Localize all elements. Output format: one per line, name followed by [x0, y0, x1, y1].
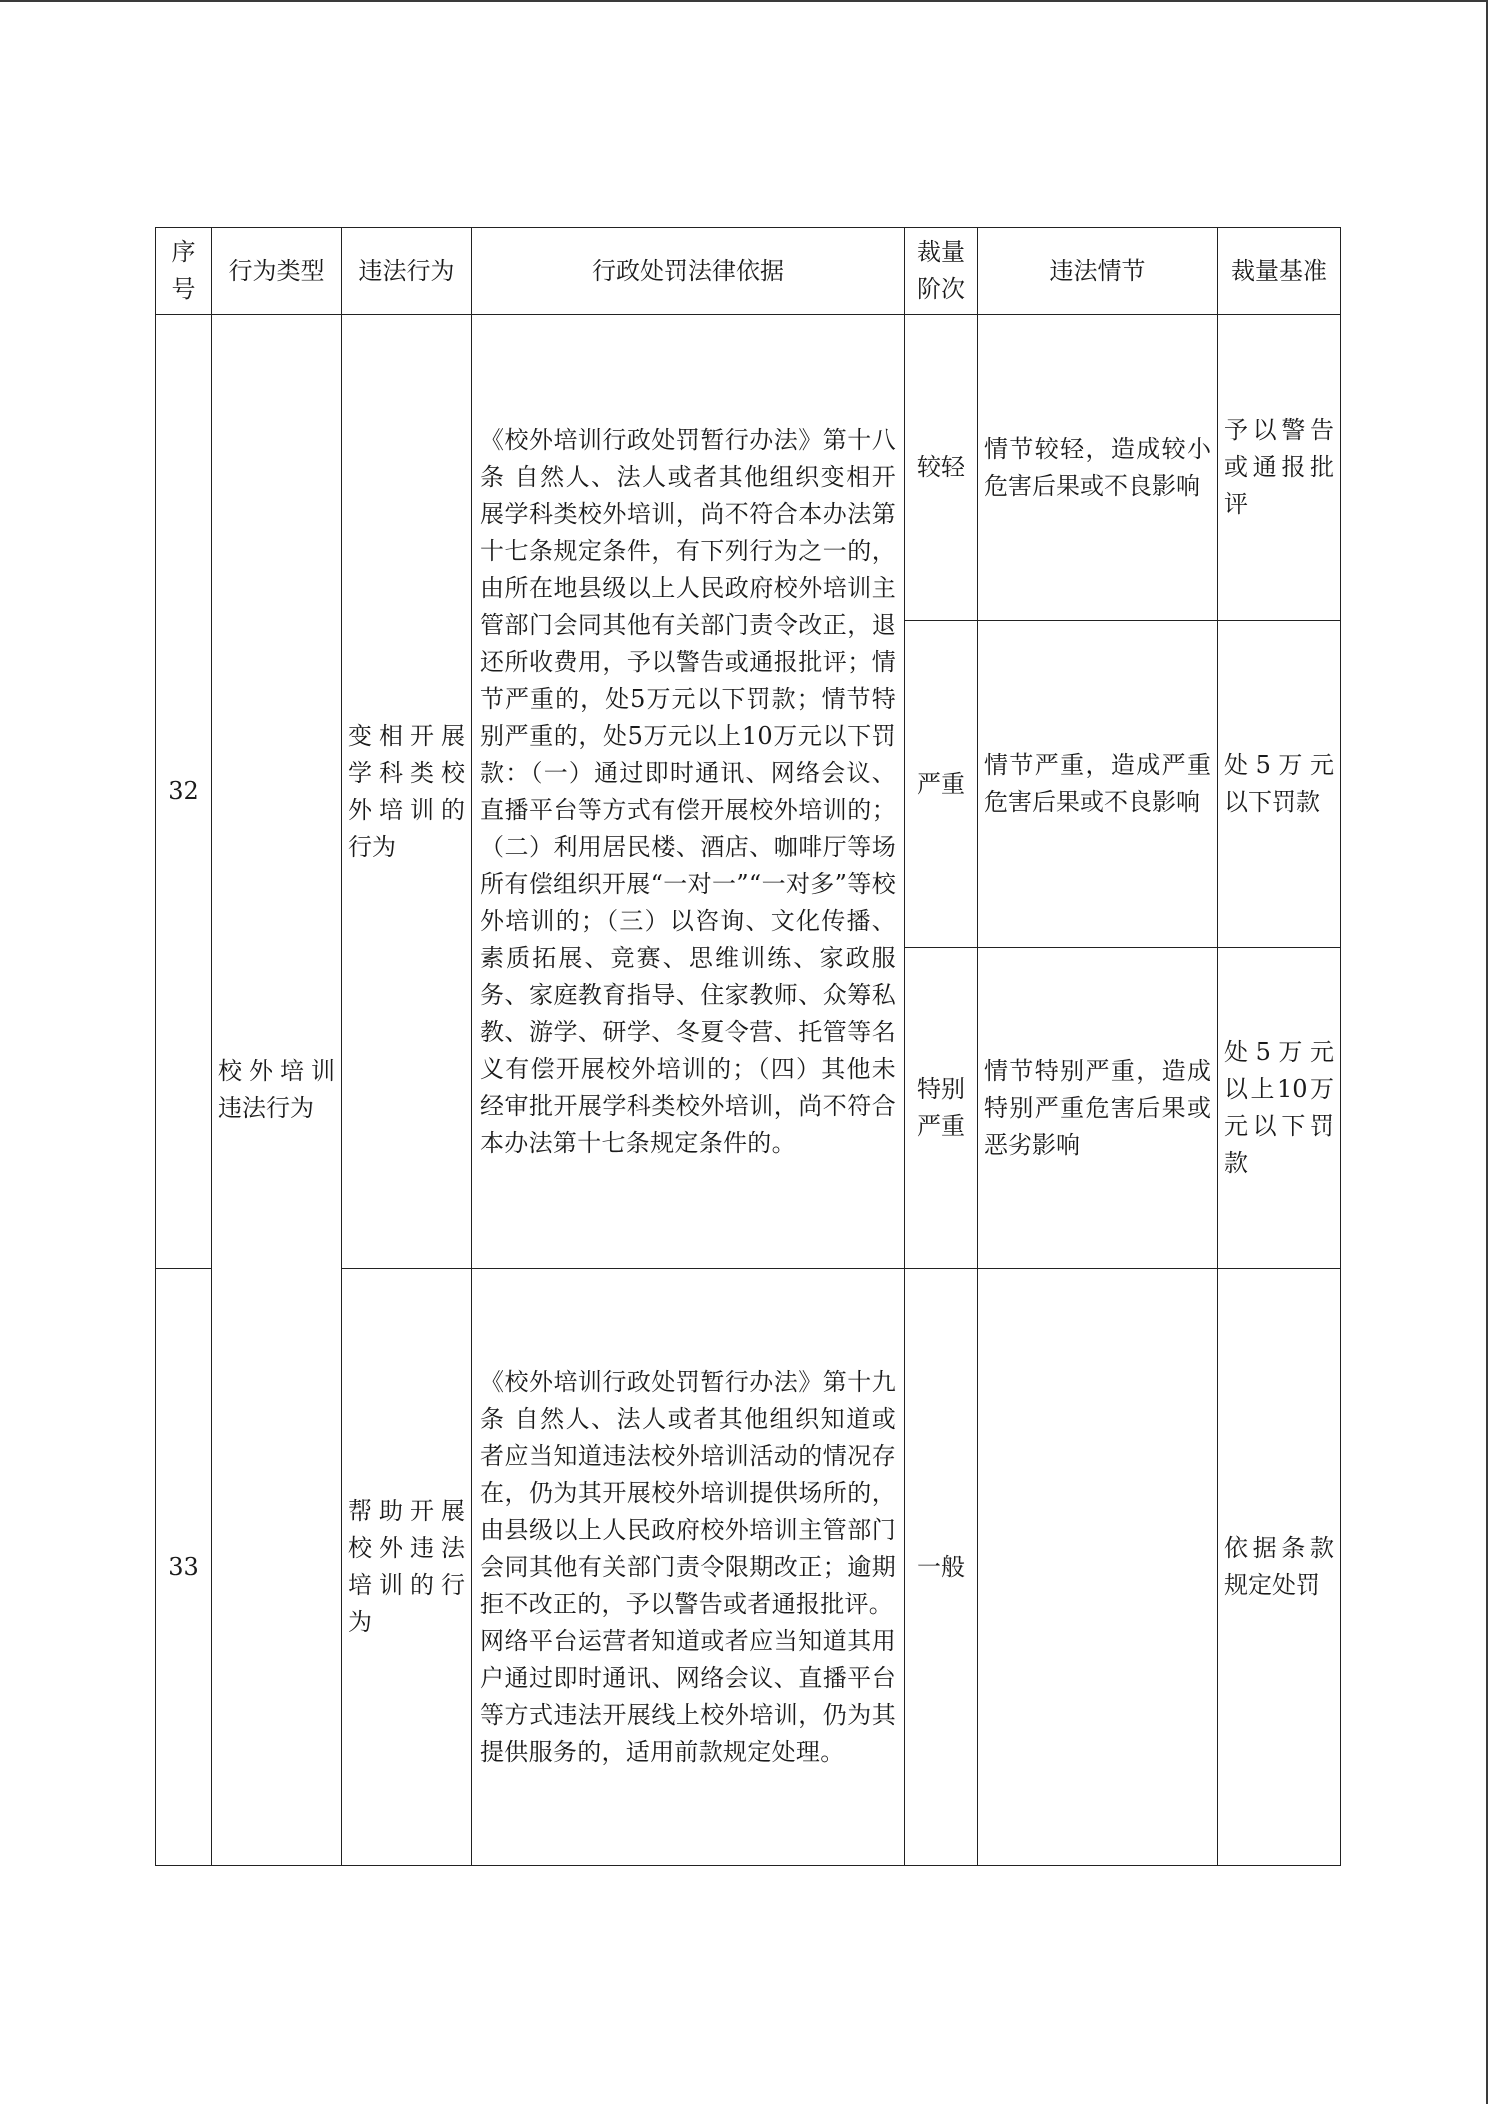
- discretion-level-cell: 严重: [905, 621, 978, 948]
- legal-basis-paragraph-2: 网络平台运营者知道或者应当知道其用户通过即时通讯、网络会议、直播平台等方式违法开展线上校外培训，仍为其提供服务的，适用前款规定处理。: [480, 1626, 896, 1766]
- penalty-discretion-table: [155, 227, 1341, 1866]
- circumstance-cell: [978, 1269, 1218, 1866]
- header-basis: 行政处罚法律依据: [472, 228, 905, 315]
- header-level: 裁量阶次: [905, 228, 978, 315]
- circumstance-cell: 情节特别严重，造成特别严重危害后果或恶劣影响: [978, 948, 1218, 1269]
- table-row: [156, 315, 1341, 621]
- discretion-level-cell: 较轻: [905, 315, 978, 621]
- violation-act-cell: 帮助开展校外违法培训的行为: [342, 1269, 472, 1866]
- header-row: [156, 228, 1341, 315]
- legal-basis-text: 《校外培训行政处罚暂行办法》第十八条 自然人、法人或者其他组织变相开展学科类校外培训，尚不符合本办法第十七条规定条件，有下列行为之一的，由所在地县级以上人民政府校外培训主管部门会同其他有关部门责令改正，退还所收费用，予以警告或通报批评；情节严重的，处5万元以下罚款；情节特别严重的，处5万元以上10万元以下罚款：（一）通过即时通讯、网络会议、直播平台等方式有偿开展校外培训的；（二）利用居民楼、酒店、咖啡厅等场所有偿组织开展“一对一”“一对多”等校外培训的；（三）以咨询、文化传播、素质拓展、竞赛、思维训练、家政服务、家庭教育指导、住家教师、众筹私教、游学、研学、冬夏令营、托管等名义有偿开展校外培训的；（四）其他未经审批开展学科类校外培训，尚不符合本办法第十七条规定条件的。: [480, 425, 896, 1157]
- standard-cell: 予以警告或通报批评: [1218, 315, 1341, 621]
- legal-basis-cell: [472, 315, 905, 1269]
- header-circumstance: 违法情节: [978, 228, 1218, 315]
- violation-act-cell: 变相开展学科类校外培训的行为: [342, 315, 472, 1269]
- header-act: 违法行为: [342, 228, 472, 315]
- behavior-type-cell: 校外培训违法行为: [212, 315, 342, 1866]
- legal-basis-cell: [472, 1269, 905, 1866]
- standard-cell: 处5万元以下罚款: [1218, 621, 1341, 948]
- header-standard: 裁量基准: [1218, 228, 1341, 315]
- discretion-level-cell: 一般: [905, 1269, 978, 1866]
- circumstance-cell: 情节严重，造成严重危害后果或不良影响: [978, 621, 1218, 948]
- legal-basis-paragraph-1: 《校外培训行政处罚暂行办法》第十九条 自然人、法人或者其他组织知道或者应当知道违法校外培训活动的情况存在，仍为其开展校外培训提供场所的，由县级以上人民政府校外培训主管部门会同其他有关部门责令限期改正；逾期拒不改正的，予以警告或者通报批评。: [480, 1367, 896, 1618]
- discretion-level-cell: 特别严重: [905, 948, 978, 1269]
- circumstance-cell: 情节较轻，造成较小危害后果或不良影响: [978, 315, 1218, 621]
- row-seq: 32: [156, 315, 212, 1269]
- header-seq: 序号: [156, 228, 212, 315]
- header-type: 行为类型: [212, 228, 342, 315]
- standard-cell: 处5万元以上10万元以下罚款: [1218, 948, 1341, 1269]
- standard-cell: 依据条款规定处罚: [1218, 1269, 1341, 1866]
- row-seq: 33: [156, 1269, 212, 1866]
- page-top-edge: [0, 0, 1488, 2]
